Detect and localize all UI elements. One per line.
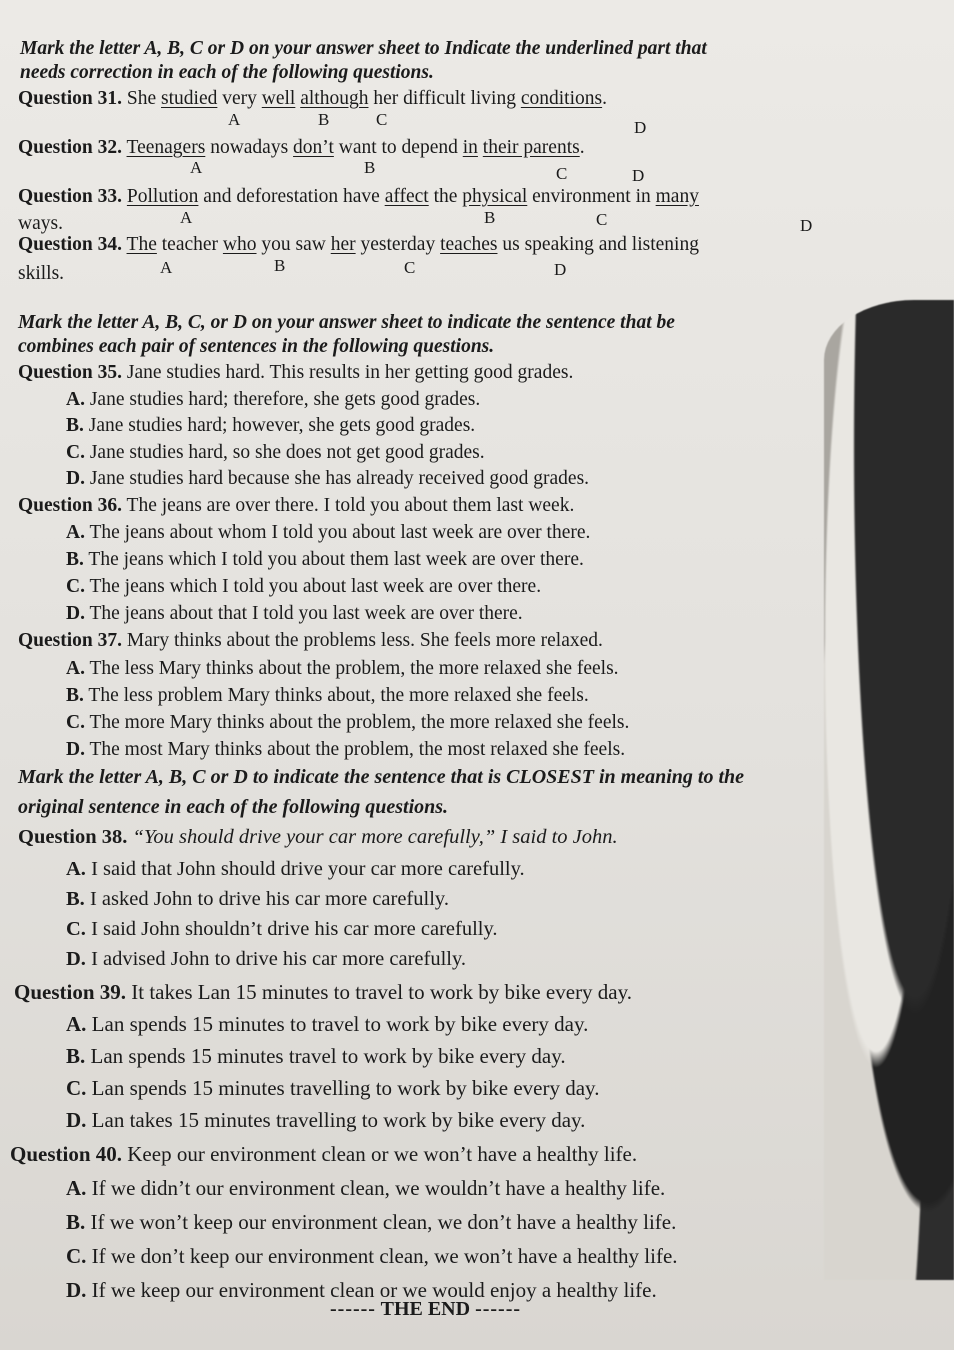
option-key: C. [66,1244,87,1268]
text: and deforestation have [198,186,385,207]
question-text: Keep our environment clean or we won’t have a healthy life. [122,1142,638,1166]
option-key: C. [66,712,85,733]
option-text: I said John shouldn’t drive his car more carefully. [85,918,498,940]
option-label-d: D [632,166,645,185]
question-text: It takes Lan 15 minutes to travel to work by bike every day. [126,980,633,1004]
option-37-d[interactable] [66,739,625,761]
question-32 [18,137,585,159]
underlined-b: who [222,234,257,255]
option-label-d: D [554,260,567,279]
question-34-line2: skills. [18,263,65,284]
section1-instruction-line2: needs correction in each of the following questions. [20,62,434,83]
text: you saw [256,234,331,255]
option-39-a[interactable] [66,1012,588,1037]
question-label: Question 39. [14,980,127,1004]
option-label-c: C [376,110,388,129]
text: us speaking and listening [497,234,699,255]
option-40-c[interactable] [66,1244,678,1269]
underlined-c: in [462,137,478,158]
question-text: “You should drive your car more carefully,” I said to John. [127,826,618,848]
option-key: B. [66,415,84,436]
footer-dash-left: ------ [330,1298,376,1320]
option-38-b[interactable] [66,888,449,911]
question-label: Question 31. [18,88,123,109]
option-text: The jeans which I told you about them last week are over there. [83,549,584,570]
question-text: Mary thinks about the problems less. She feels more relaxed. [122,630,603,651]
underlined-b: well [261,88,296,109]
underlined-a: The [126,234,157,255]
option-text: I asked John to drive his car more carefully. [84,888,449,910]
option-text: The less problem Mary thinks about, the more relaxed she feels. [83,685,589,706]
text: teacher [156,234,223,255]
question-label: Question 37. [18,630,123,651]
question-33-line2: ways. [18,213,63,234]
option-key: C. [66,576,85,597]
question-40 [10,1142,637,1167]
option-text: The less Mary thinks about the problem, the more relaxed she feels. [84,658,619,679]
text: . [579,137,585,158]
text: the [428,186,463,207]
underlined-c: physical [462,186,528,207]
underlined-c: although [300,88,369,109]
text: yesterday [355,234,441,255]
option-key: B. [66,1210,86,1234]
option-text: Jane studies hard; therefore, she gets good grades. [84,389,481,410]
option-label-a: A [228,110,241,129]
the-end-footer [330,1298,521,1321]
option-label-d: D [800,216,813,235]
text: . [602,88,607,109]
footer-dash-right: ------ [475,1298,522,1320]
question-text: Jane studies hard. This results in her getting good grades. [122,362,574,383]
option-35-b[interactable] [66,415,475,437]
option-key: D. [66,739,85,760]
option-text: Lan takes 15 minutes travelling to work by bike every day. [86,1108,586,1132]
option-key: D. [66,603,85,624]
question-39 [14,980,632,1005]
text: nowadays [205,137,294,158]
text: want to depend [333,137,463,158]
option-label-d: D [634,118,647,137]
option-36-d[interactable] [66,603,523,625]
section3-instruction-line2: original sentence in each of the following questions. [18,796,449,818]
option-text: I said that John should drive your car more carefully. [85,858,525,880]
section2-instruction-line1: Mark the letter A, B, C, or D on your answer sheet to indicate the sentence that be [18,312,675,333]
option-label-b: B [364,158,376,177]
option-35-c[interactable] [66,442,485,464]
option-text: The most Mary thinks about the problem, the most relaxed she feels. [84,739,626,760]
option-text: The jeans which I told you about last week are over there. [84,576,542,597]
underlined-a: Teenagers [126,137,206,158]
option-36-a[interactable] [66,522,590,544]
option-key: B. [66,1044,86,1068]
option-text: The jeans about that I told you last week are over there. [84,603,523,624]
underlined-b: affect [384,186,429,207]
option-key: D. [66,1278,87,1302]
option-text: Jane studies hard; however, she gets good grades. [83,415,476,436]
option-37-c[interactable] [66,712,629,734]
section1-instruction-line1: Mark the letter A, B, C or D on your answer sheet to Indicate the underlined part that [20,38,707,59]
option-key: B. [66,685,84,706]
option-key: C. [66,1076,87,1100]
option-35-d[interactable] [66,468,589,490]
question-36 [18,495,574,517]
option-label-b: B [484,208,496,227]
question-34 [18,234,699,256]
underlined-d: conditions [520,88,603,109]
underlined-c: her [330,234,356,255]
underlined-d: teaches [440,234,498,255]
option-key: B. [66,888,85,910]
option-text: Jane studies hard, so she does not get good grades. [84,442,485,463]
option-key: A. [66,1176,87,1200]
option-key: A. [66,858,86,880]
underlined-d: many [655,186,699,207]
option-key: C. [66,442,85,463]
option-label-c: C [556,164,568,183]
option-text: Lan spends 15 minutes travelling to work by bike every day. [86,1076,600,1100]
option-key: D. [66,948,86,970]
question-label: Question 38. [18,826,128,848]
option-text: Lan spends 15 minutes to travel to work by bike every day. [86,1012,589,1036]
section2-instruction-line2: combines each pair of sentences in the following questions. [18,336,495,357]
underlined-a: Pollution [126,186,199,207]
question-label: Question 40. [10,1142,123,1166]
option-40-a[interactable] [66,1176,665,1201]
section3-instruction-line1: Mark the letter A, B, C or D to indicate the sentence that is CLOSEST in meaning to the [18,766,744,788]
option-label-b: B [274,256,286,275]
option-key: A. [66,522,85,543]
question-33 [18,186,699,208]
option-text: If we didn’t our environment clean, we wouldn’t have a healthy life. [86,1176,666,1200]
footer-text: THE END [380,1298,471,1320]
option-label-c: C [404,258,416,277]
option-label-c: C [596,210,608,229]
underlined-d: their parents [482,137,580,158]
option-key: C. [66,918,86,940]
option-label-a: A [180,208,193,227]
option-37-a[interactable] [66,658,619,680]
option-35-a[interactable] [66,389,480,411]
question-35 [18,362,573,384]
option-key: A. [66,1012,87,1036]
option-38-d[interactable] [66,948,466,971]
option-36-b[interactable] [66,549,584,571]
option-text: If we keep our environment clean or we would enjoy a healthy life. [86,1278,657,1302]
question-31 [18,88,607,110]
option-label-a: A [160,258,173,277]
option-label-a: A [190,158,203,177]
option-text: If we don’t keep our environment clean, we won’t have a healthy life. [86,1244,678,1268]
question-37 [18,630,603,652]
question-label: Question 33. [18,186,123,207]
question-38 [18,826,618,849]
fabric-background [824,300,954,1280]
option-38-a[interactable] [66,858,525,881]
underlined-b: don’t [293,137,334,158]
option-40-b[interactable] [66,1210,676,1235]
option-38-c[interactable] [66,918,498,941]
question-label: Question 36. [18,495,123,516]
option-39-d[interactable] [66,1108,585,1133]
text: environment in [527,186,656,207]
option-text: I advised John to drive his car more carefully. [85,948,467,970]
question-label: Question 35. [18,362,123,383]
text: very [217,88,262,109]
option-key: D. [66,468,85,489]
option-text: The more Mary thinks about the problem, the more relaxed she feels. [84,712,630,733]
option-text: Jane studies hard because she has already received good grades. [84,468,590,489]
option-39-b[interactable] [66,1044,566,1069]
option-37-b[interactable] [66,685,589,707]
option-key: B. [66,549,84,570]
option-39-c[interactable] [66,1076,599,1101]
question-text: The jeans are over there. I told you about them last week. [122,495,575,516]
text: She [122,88,162,109]
option-key: D. [66,1108,87,1132]
text: her difficult living [368,88,521,109]
option-text: If we won’t keep our environment clean, we don’t have a healthy life. [85,1210,677,1234]
underlined-a: studied [161,88,218,109]
option-key: A. [66,658,85,679]
option-text: Lan spends 15 minutes travel to work by bike every day. [85,1044,566,1068]
option-36-c[interactable] [66,576,541,598]
option-text: The jeans about whom I told you about last week are over there. [84,522,591,543]
option-label-b: B [318,110,330,129]
question-label: Question 34. [18,234,123,255]
option-key: A. [66,389,85,410]
question-label: Question 32. [18,137,123,158]
